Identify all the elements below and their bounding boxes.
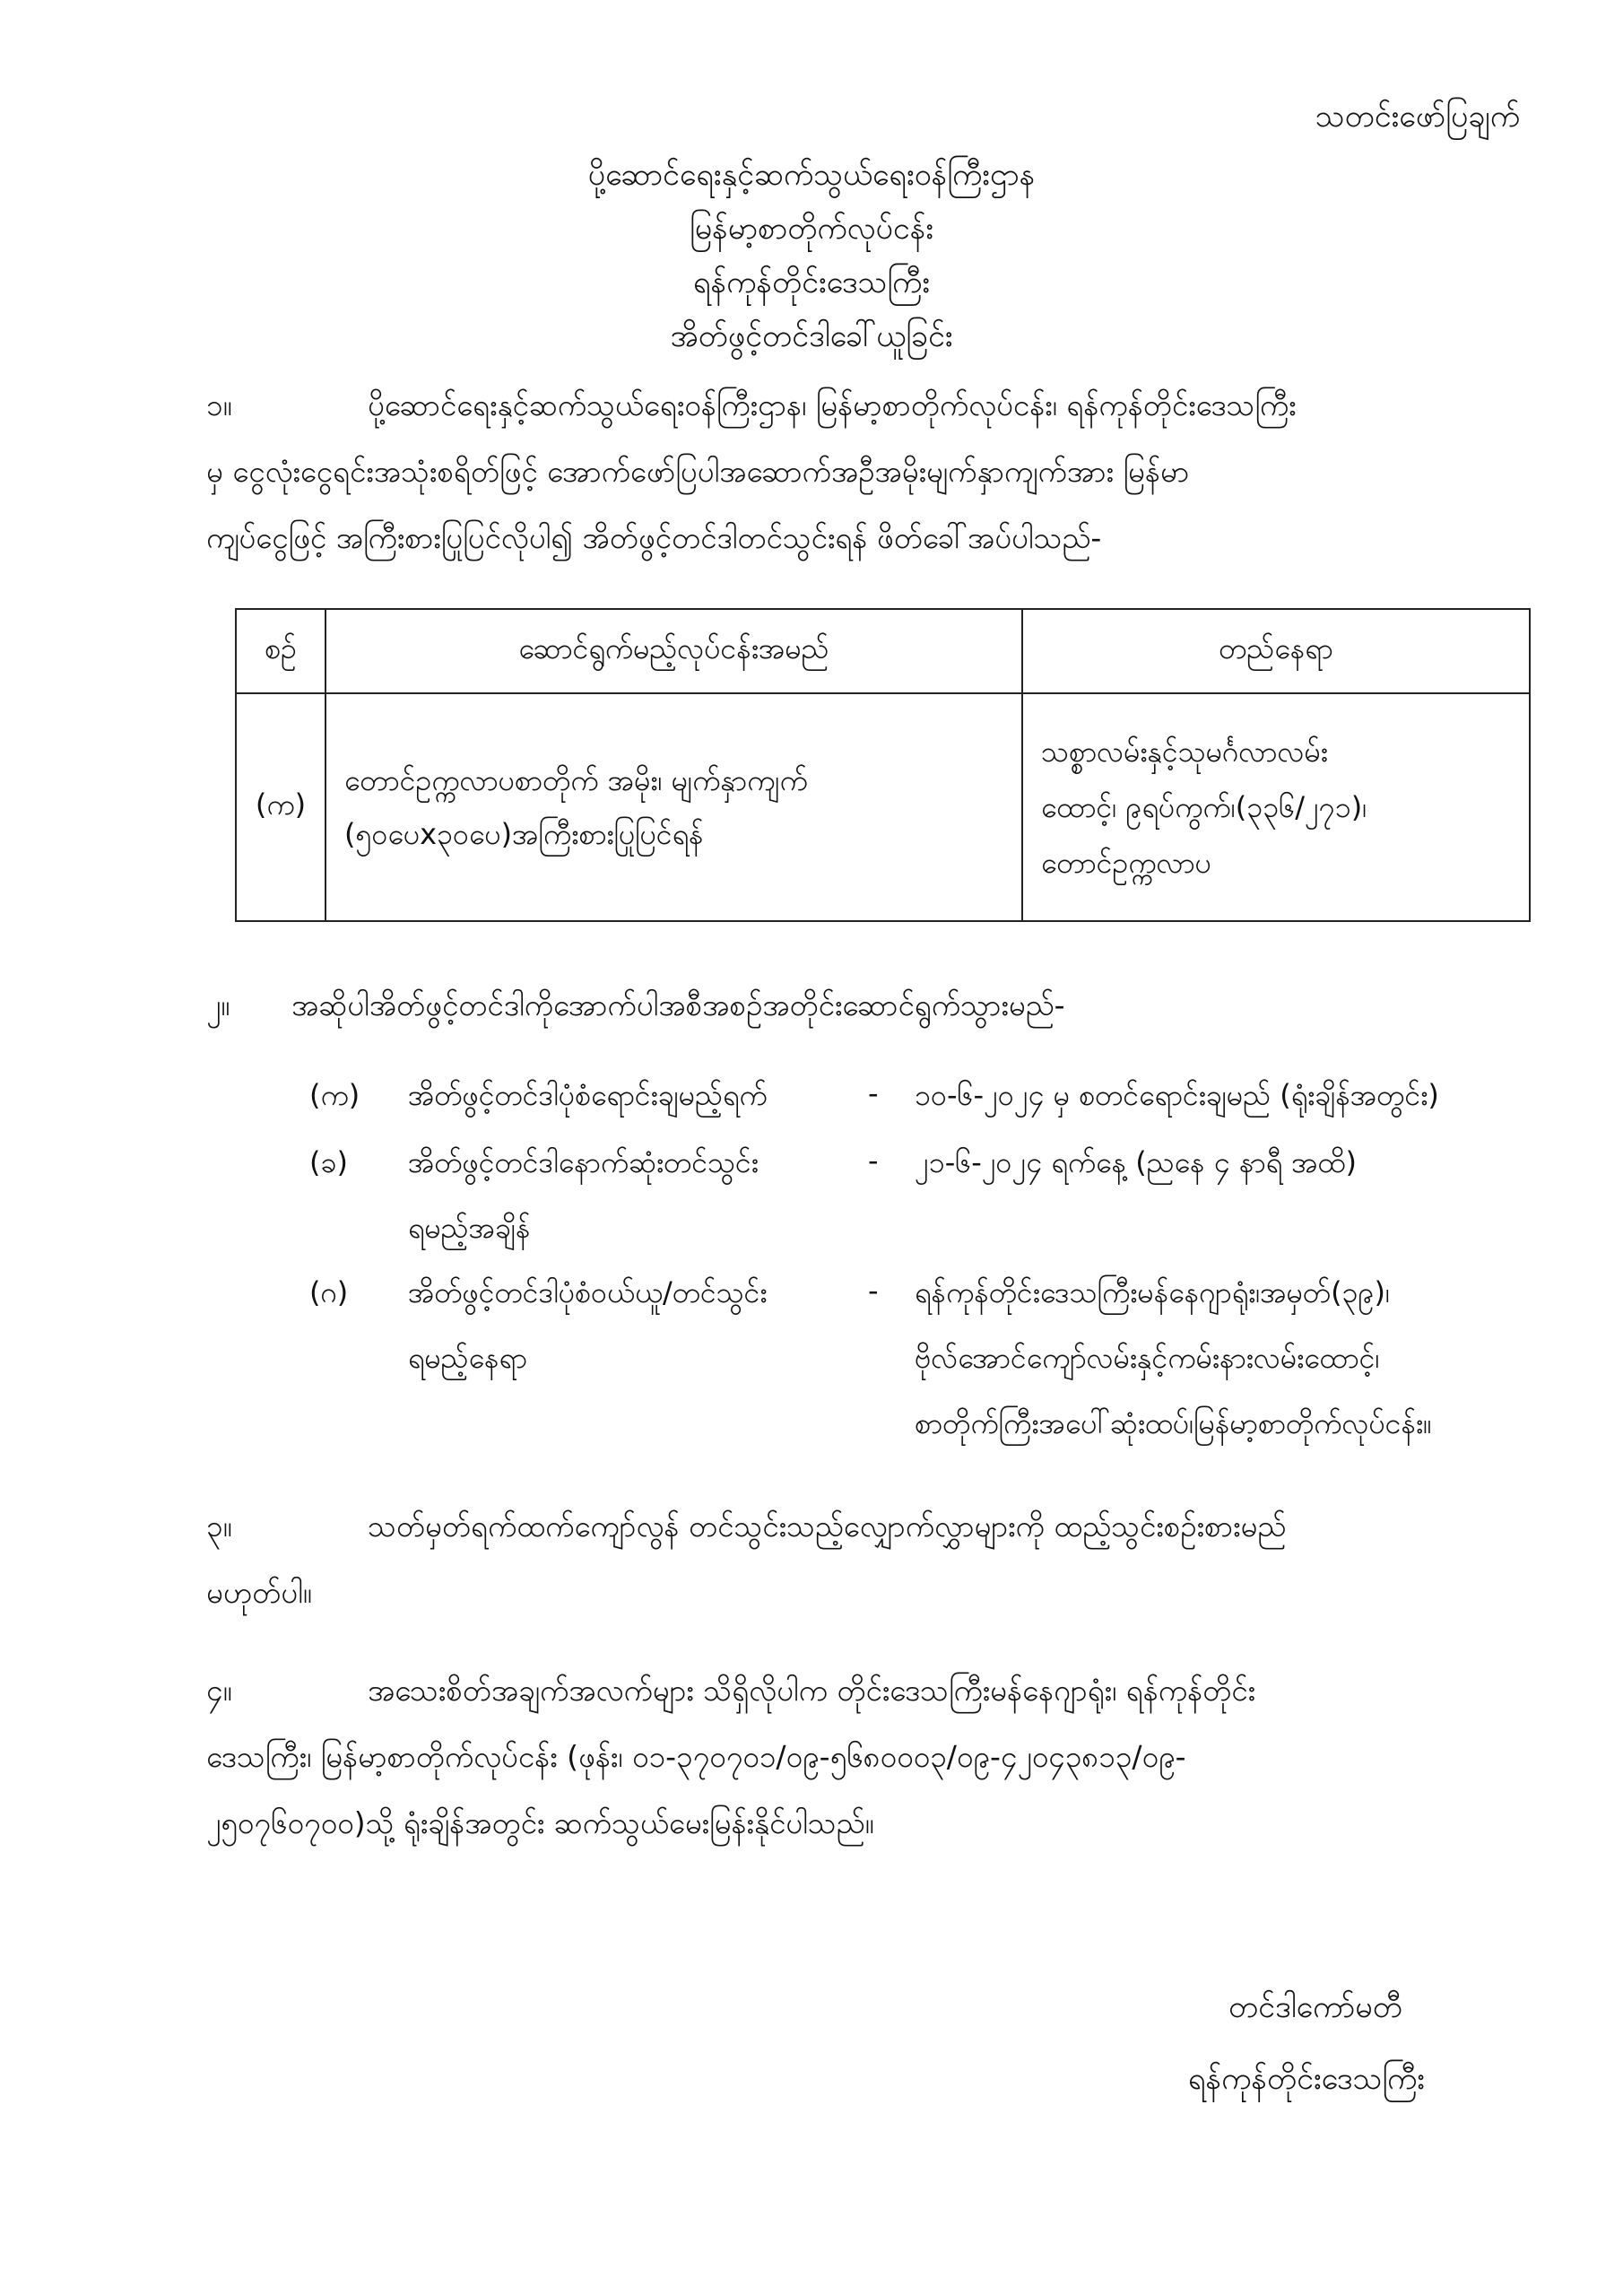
schedule-item-label-cont: ရမည့်နေရာ — [408, 1341, 528, 1375]
paragraph-1-number: ၁။ — [206, 387, 232, 422]
heading-block — [0, 148, 1623, 363]
paragraph-4 — [206, 1657, 1515, 1857]
paragraph-2-intro: အဆိုပါအိတ်ဖွင့်တင်ဒါကိုအောက်ပါအစီအစဉ်အတိုင်းဆောင်ရွက်သွားမည်- — [291, 987, 1065, 1022]
notice-title: အိတ်ဖွင့်တင်ဒါခေါ်ယူခြင်း — [670, 318, 953, 354]
paragraph-4-line-3: ၂၅၀၇၆၀၇၀၀)သို့ ရုံးချိန်အတွင်း ဆက်သွယ်မေးမြန်းနိုင်ပါသည်။ — [206, 1805, 874, 1840]
schedule-item-label-cont: ရမည့်အချိန် — [408, 1211, 531, 1245]
press-release-stamp: သတင်းဖော်ပြချက် — [1315, 99, 1520, 135]
paragraph-3-number: ၃။ — [206, 1509, 232, 1544]
schedule-item-label: အိတ်ဖွင့်တင်ဒါနောက်ဆုံးတင်သွင်း — [408, 1145, 759, 1179]
schedule-item-dash: - — [868, 1076, 879, 1110]
signature-committee: တင်ဒါကော်မတီ — [1228, 1989, 1402, 2025]
paragraph-3-line-2: မဟုတ်ပါ။ — [206, 1575, 312, 1610]
schedule-item-dash: - — [868, 1274, 879, 1308]
region-name: ရန်ကုန်တိုင်းဒေသကြီး — [693, 265, 930, 300]
schedule-item-dash: - — [868, 1144, 879, 1178]
paragraph-4-line-1: အသေးစိတ်အချက်အလက်များ သိရှိလိုပါက တိုင်းဒေသကြီးမန်နေဂျာရုံး၊ ရန်ကုန်တိုင်း — [368, 1673, 1255, 1708]
location-line-1: သစ္စာလမ်းနှင့်သုမင်္ဂလာလမ်း — [1041, 735, 1328, 769]
signature-region: ရန်ကုန်တိုင်းဒေသကြီး — [1188, 2061, 1425, 2097]
paragraph-4-line-2: ဒေသကြီး၊ မြန်မာ့စာတိုက်လုပ်ငန်း (ဖုန်း၊ ၀၁-၃၇၀၇၀၁/၀၉-၅၆၈၀၀၀၃/၀၉-၄၂၀၄၃၈၁၃/၀၉- — [206, 1739, 1186, 1774]
paragraph-3-line-1: သတ်မှတ်ရက်ထက်ကျော်လွန် တင်သွင်းသည့်လျှောက်လွှာများကို ထည့်သွင်းစဉ်းစားမည် — [368, 1509, 1287, 1544]
schedule-item-marker: (ဂ) — [309, 1275, 349, 1309]
cell-serial: (က) — [236, 693, 325, 921]
header-serial: စဉ် — [236, 609, 325, 693]
header-location: တည်နေရာ — [1022, 609, 1530, 693]
schedule-item-value: ၁၀-၆-၂၀၂၄ မှ စတင်ရောင်းချမည် (ရုံးချိန်အတွင်း) — [915, 1078, 1439, 1112]
paragraph-3 — [206, 1493, 1515, 1626]
cell-location — [1022, 693, 1530, 921]
schedule-item-value: ၂၁-၆-၂၀၂၄ ရက်နေ့ (ညနေ ၄ နာရီ အထိ) — [915, 1145, 1357, 1179]
schedule-item-marker: (က) — [309, 1078, 360, 1112]
schedule-item-label: အိတ်ဖွင့်တင်ဒါပုံစံရောင်းချမည့်ရက် — [408, 1078, 768, 1112]
work-line-1: တောင်ဥက္ကလာပစာတိုက် အမိုး၊ မျက်နှာကျက် — [344, 763, 808, 797]
work-line-2: (၅၀ပေx၃၀ပေ)အကြီးစားပြုပြင်ရန် — [344, 817, 704, 851]
table-row — [236, 693, 1530, 921]
cell-work — [325, 693, 1022, 921]
paragraph-4-number: ၄။ — [206, 1673, 232, 1708]
location-line-2: ထောင့်၊ ၉ရပ်ကွက်၊(၃၃၆/၂၇၁)၊ — [1041, 790, 1367, 824]
table-header-row — [236, 609, 1530, 693]
enterprise-name: မြန်မာ့စာတိုက်လုပ်ငန်း — [690, 211, 933, 247]
paragraph-1-line-1: ပို့ဆောင်ရေးနှင့်ဆက်သွယ်ရေးဝန်ကြီးဌာန၊ မြန်မာ့စာတိုက်လုပ်ငန်း၊ ရန်ကုန်တိုင်းဒေသကြီး — [368, 387, 1297, 422]
schedule-item-value-cont: စာတိုက်ကြီးအပေါ်ဆုံးထပ်၊မြန်မာ့စာတိုက်လုပ်ငန်း။ — [915, 1406, 1432, 1440]
schedule-item-value-cont: ဗိုလ်အောင်ကျော်လမ်းနှင့်ကမ်းနားလမ်းထောင့်၊ — [915, 1341, 1380, 1375]
schedule-item-marker: (ခ) — [309, 1145, 348, 1179]
schedule-item-value: ရန်ကုန်တိုင်းဒေသကြီးမန်နေဂျာရုံး၊အမှတ်(၃၉)၊ — [915, 1275, 1391, 1309]
schedule-item-label: အိတ်ဖွင့်တင်ဒါပုံစံဝယ်ယူ/တင်သွင်း — [408, 1275, 768, 1309]
ministry-name: ပို့ဆောင်ရေးနှင့်ဆက်သွယ်ရေးဝန်ကြီးဌာန — [587, 157, 1036, 193]
header-work: ဆောင်ရွက်မည့်လုပ်ငန်းအမည် — [325, 609, 1022, 693]
paragraph-1 — [206, 372, 1515, 571]
paragraph-1-line-2: မှ ငွေလုံးငွေရင်းအသုံးစရိတ်ဖြင့် အောက်ဖော်ပြပါအဆောက်အဦအမိုးမျက်နှာကျက်အား မြန်မာ — [206, 454, 1190, 489]
tender-table — [235, 608, 1531, 922]
paragraph-1-line-3: ကျပ်ငွေဖြင့် အကြီးစားပြုပြင်လိုပါ၍ အိတ်ဖွင့်တင်ဒါတင်သွင်းရန် ဖိတ်ခေါ်အပ်ပါသည်- — [206, 520, 1102, 555]
paragraph-2-number: ၂။ — [206, 987, 230, 1022]
location-line-3: တောင်ဥက္ကလာပ — [1041, 846, 1211, 880]
